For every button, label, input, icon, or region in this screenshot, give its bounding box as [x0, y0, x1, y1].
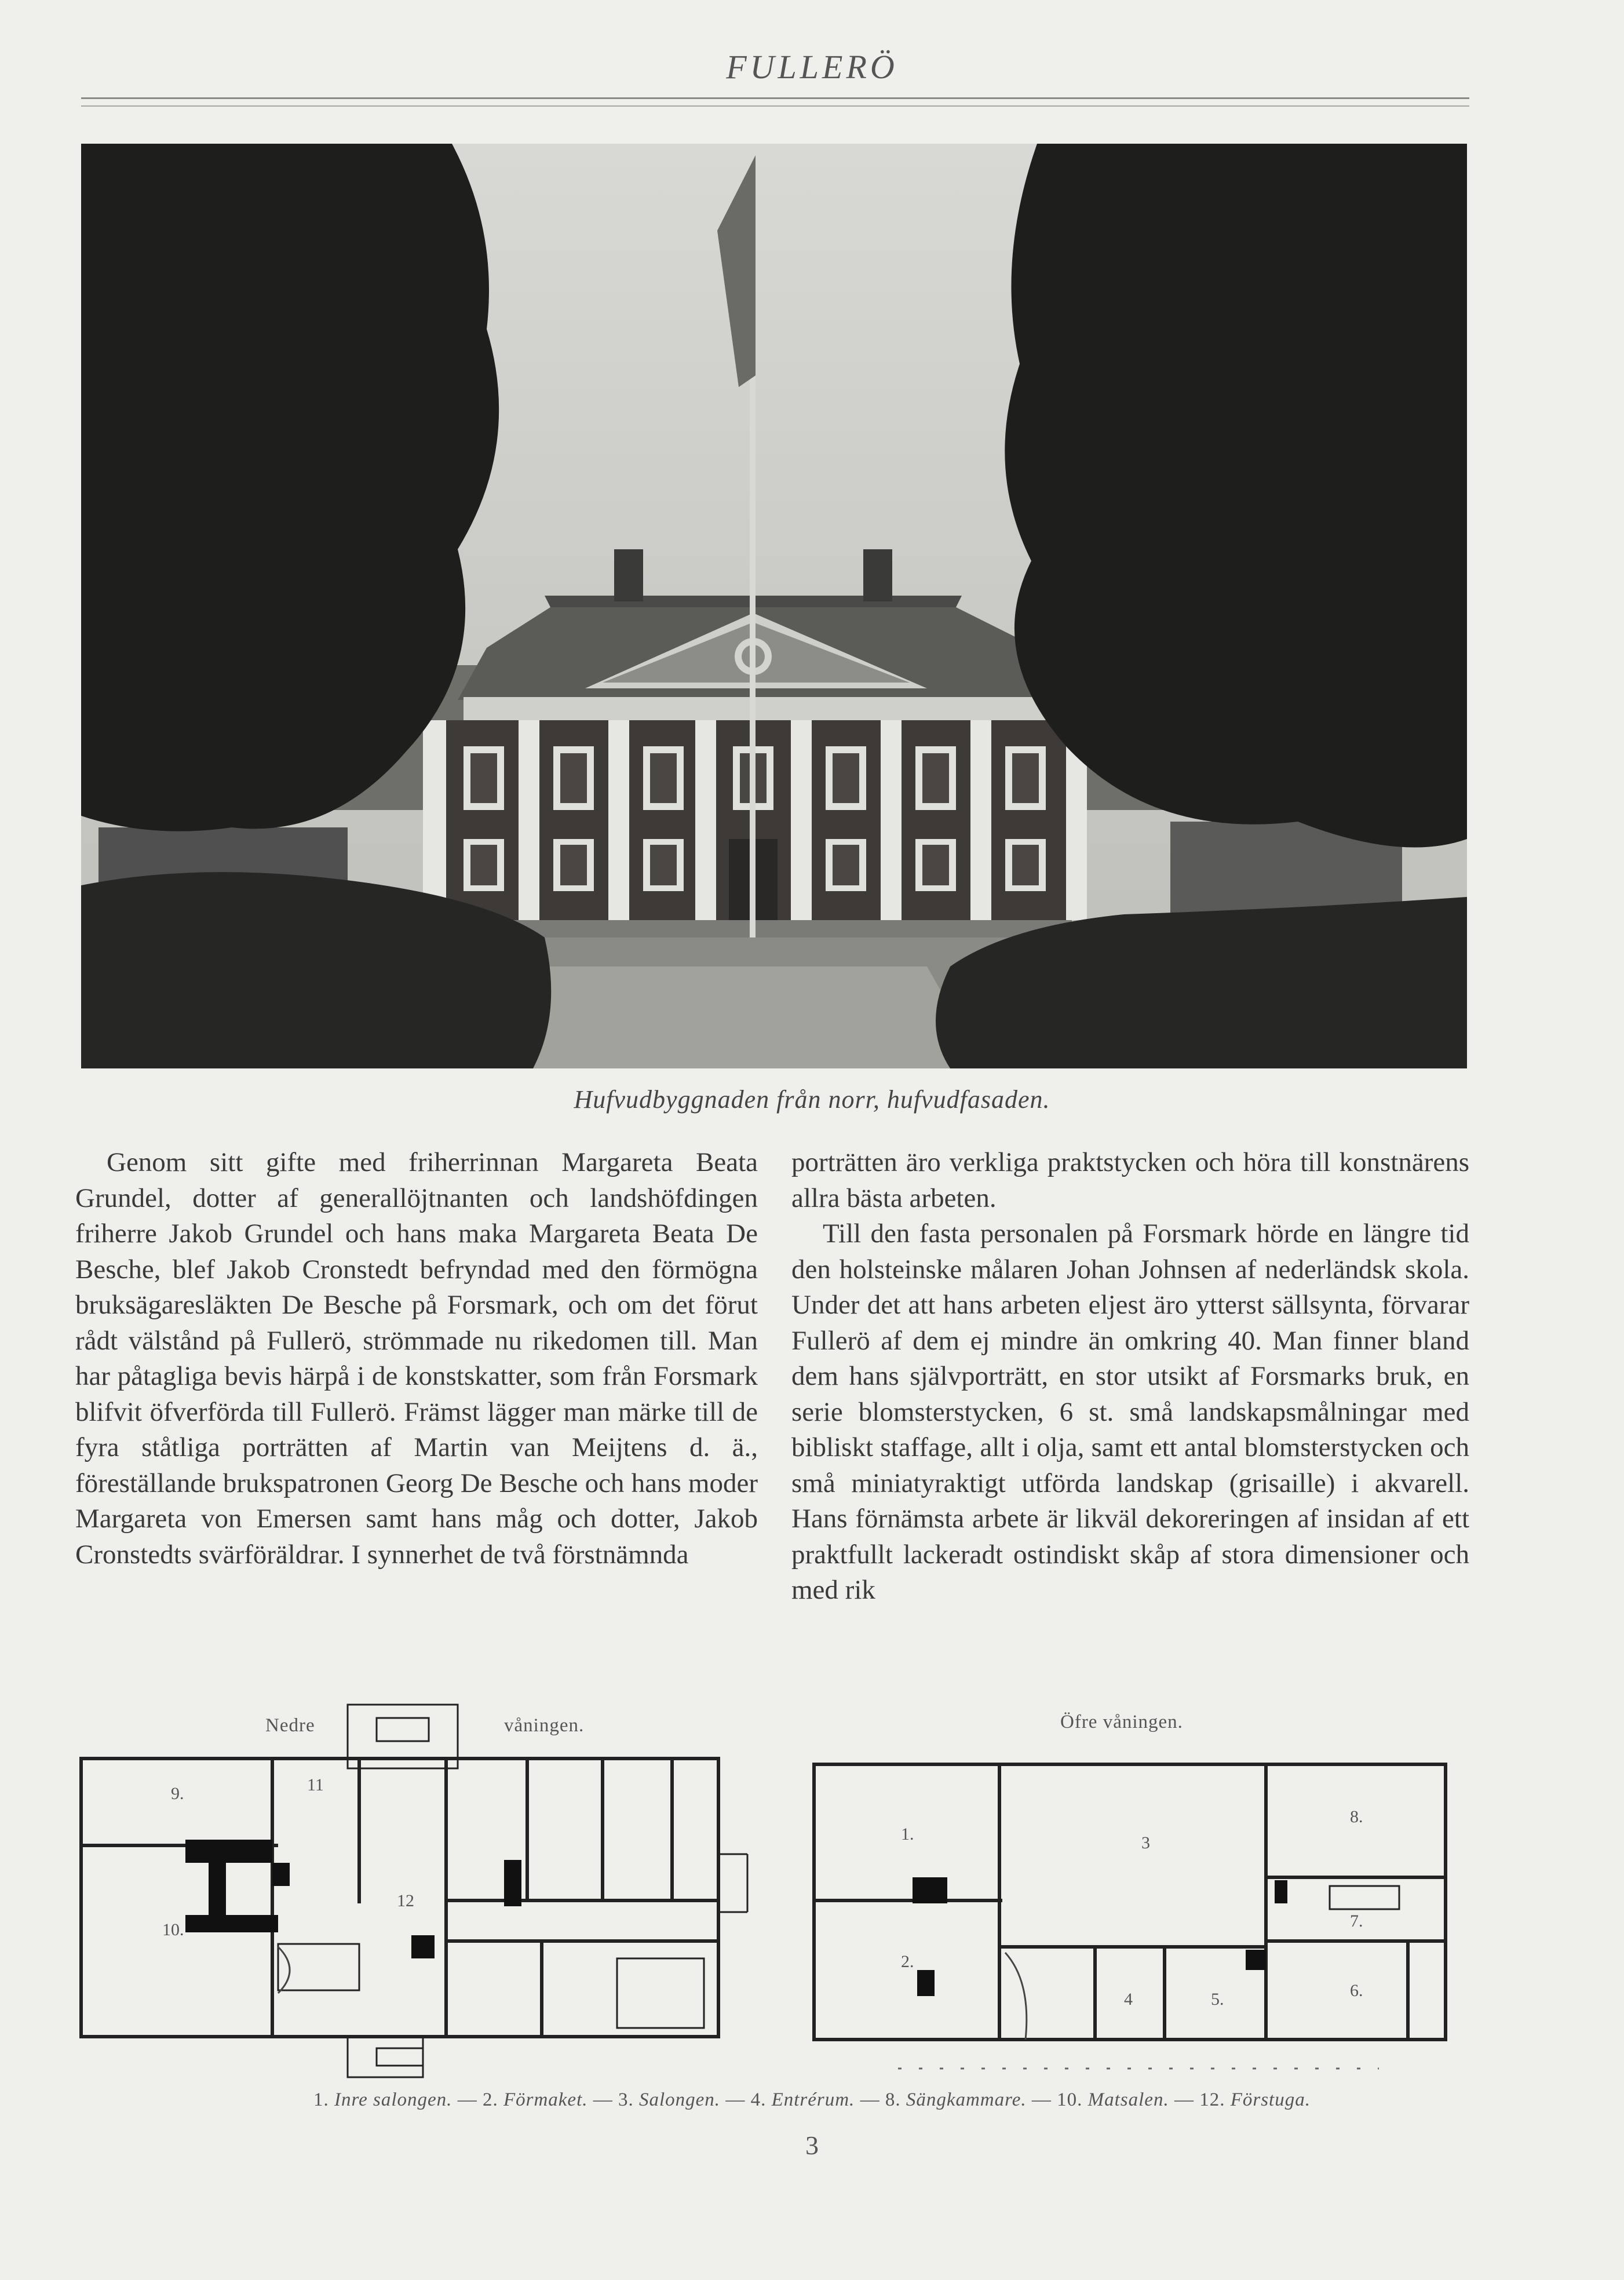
- upper-room-label: 1.: [901, 1825, 914, 1844]
- lower-room-label: 11: [307, 1775, 324, 1794]
- upper-room-label: 6.: [1350, 1981, 1363, 2000]
- legend-item: 3. Salongen.: [618, 2089, 721, 2110]
- page-number: 3: [805, 2131, 819, 2160]
- legend-item: 1. Inre salongen.: [313, 2089, 452, 2110]
- floor-plans: [75, 1692, 1477, 2097]
- lower-floor-label-left: Nedre: [265, 1715, 315, 1736]
- lower-floor-label-right: våningen.: [504, 1715, 585, 1736]
- legend-item: 12. Förstuga.: [1199, 2089, 1311, 2110]
- upper-floor-label: Öfre våningen.: [1060, 1712, 1183, 1732]
- lower-room-label: 12: [397, 1891, 414, 1910]
- legend-item: 2. Förmaket.: [482, 2089, 588, 2110]
- text-column-right: [791, 1145, 1469, 1608]
- header-rule-thin: [81, 105, 1469, 107]
- legend-item: 4. Entrérum.: [750, 2089, 855, 2110]
- running-title: FULLERÖ: [726, 48, 898, 86]
- lower-room-label: 10.: [162, 1920, 184, 1939]
- legend-item: 8. Sängkammare.: [885, 2089, 1027, 2110]
- upper-room-label: 7.: [1350, 1911, 1363, 1931]
- body-paragraph: Genom sitt gifte med friherrinnan Margareta Beata Grundel, dotter af generallöjtnanten och landshöfdingen friherre Jakob Grundel och hans maka Margareta Beata De Besche, blef Jakob Cronstedt befryndad med den förmögna bruksägaresläkten De Besche på Forsmark, och om det förut rådt välstånd på Fullerö, strömmade nu rikedomen till. Man har påtagliga bevis härpå i de konstskatter, som från Forsmark blifvit öfverförda till Fullerö. Främst lägger man märke till de fyra ståtliga porträtten af Martin van Meijtens d. ä., föreställande brukspatronen Georg De Besche och hans moder Margareta von Emersen samt hans måg och dotter, Jakob Cronstedts svärföräldrar. I synnerhet de två förstnämnda: [75, 1147, 758, 1570]
- lower-room-label: 9.: [171, 1784, 184, 1803]
- upper-room-label: 3: [1141, 1833, 1150, 1852]
- body-paragraph: Till den fasta personalen på Forsmark hörde en längre tid den holsteinske målaren Johan Johnsen af nederländsk skola. Under det att hans arbeten eljest äro ytterst sällsynta, förvarar Fullerö af dem ej mindre än omkring 40. Man finner bland dem hans självporträtt, en stor utsikt af Forsmarks bruk, en serie blomsterstycken, 6 st. små landskapsmålningar med bibliskt staffage, allt i olja, samt ett antal blomsterstycken och små miniatyraktigt utförda landskap (grisaille) i akvarell. Hans förnämsta arbete är likväl dekoreringen af insidan af ett praktfullt lackeradt ostindiskt skåp af stora dimensioner och med rik: [791, 1219, 1469, 1605]
- upper-room-label: 8.: [1350, 1807, 1363, 1826]
- header-rule: [81, 97, 1469, 99]
- body-paragraph: porträtten äro verkliga praktstycken och höra till konstnärens allra bästa arbeten.: [791, 1147, 1469, 1213]
- upper-room-label: 5.: [1211, 1990, 1224, 2009]
- plan-legend: 1. Inre salongen. — 2. Förmaket. — 3. Salongen. — 4. Entrérum. — 8. Sängkammare. — 10. Matsalen. — 12. Förstuga.: [313, 2089, 1311, 2110]
- legend-item: 10. Matsalen.: [1057, 2089, 1169, 2110]
- text-column-left: [75, 1145, 758, 1573]
- upper-room-label: 2.: [901, 1952, 914, 1971]
- manor-photograph: [81, 144, 1467, 1068]
- figure-caption: Hufvudbyggnaden från norr, hufvudfasaden.: [574, 1085, 1050, 1114]
- upper-room-label: 4: [1124, 1990, 1133, 2009]
